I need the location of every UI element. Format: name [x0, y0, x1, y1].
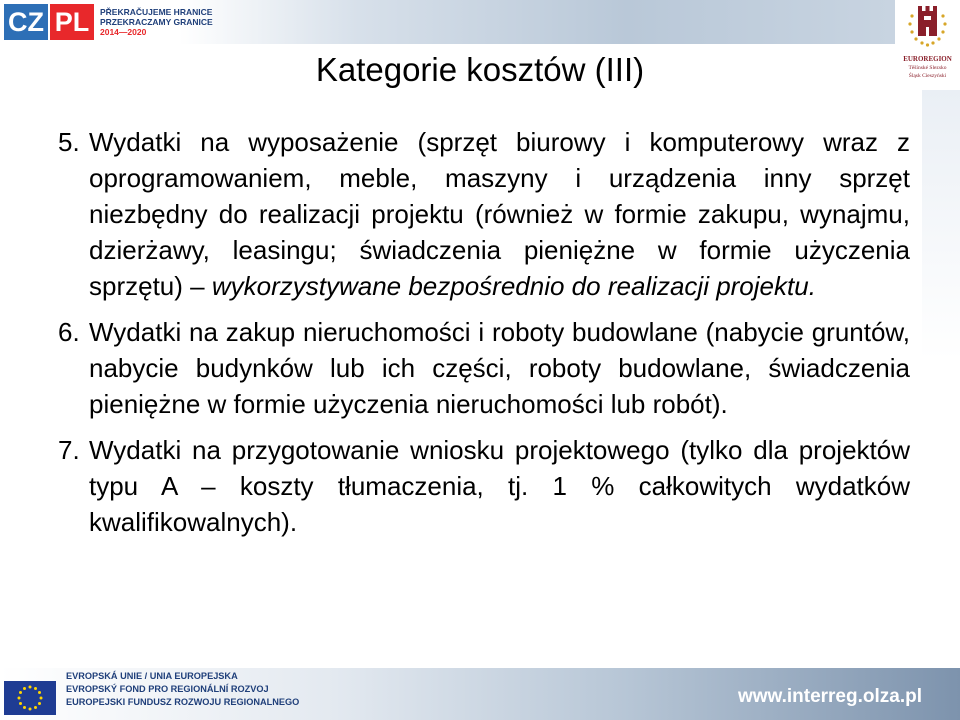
euroregion-sub-pl: Śląsk Cieszyński [908, 73, 947, 79]
logo-tagline [100, 7, 213, 37]
euroregion-name: EUROREGION [903, 55, 952, 63]
item-number: 5. [58, 127, 80, 157]
logo-pl-badge: PL [50, 4, 94, 40]
eu-funding-text [66, 670, 299, 709]
cost-category-list [58, 124, 910, 550]
top-banner [0, 0, 895, 44]
eu-line-fund-cz: EVROPSKÝ FOND PRO REGIONÁLNÍ ROZVOJ [66, 684, 269, 694]
list-item [58, 314, 910, 422]
item-text-italic: wykorzystywane bezpośrednio do realizacji projektu. [211, 271, 816, 301]
eu-line-fund-pl: EUROPEJSKI FUNDUSZ ROZWOJU REGIONALNEGO [66, 697, 300, 707]
website-link[interactable]: www.interreg.olza.pl [737, 686, 922, 707]
list-item [58, 432, 910, 540]
eu-stars-icon [4, 681, 56, 715]
item-text: Wydatki na zakup nieruchomości i roboty budowlane (nabycie gruntów, nabycie budynków lub ich części, roboty budowlane, świadczenia pieniężne w formie użyczenia nieruchomości lub robót). [89, 317, 910, 419]
interreg-logo [4, 4, 213, 40]
logo-cz-badge: CZ [4, 4, 48, 40]
logo-years: 2014—2020 [100, 27, 147, 37]
eu-flag [4, 681, 56, 715]
decorative-side-strip [922, 90, 960, 630]
logo-line-pl: PRZEKRACZAMY GRANICE [100, 17, 213, 27]
item-number: 6. [58, 317, 80, 347]
list-item [58, 124, 910, 304]
euroregion-sub-cz: Těšínské Slezsko [908, 65, 947, 71]
slide-title: Kategorie kosztów (III) [315, 51, 645, 88]
item-number: 7. [58, 435, 80, 465]
eu-line-union: EVROPSKÁ UNIE / UNIA EUROPEJSKA [66, 671, 238, 681]
item-text: Wydatki na przygotowanie wniosku projektowego (tylko dla projektów typu A – koszty tłumaczenia, tj. 1 % całkowitych wydatków kwalifikowalnych). [89, 435, 910, 537]
item-text [89, 124, 910, 304]
item-text-regular: Wydatki na wyposażenie (sprzęt biurowy i komputerowy wraz z oprogramowaniem, meble, maszyny i urządzenia inny sprzęt niezbędny do realizacji projektu (również w formie zakupu, wynajmu, dzierżawy, leasingu; świadczenia pieniężne w formie użyczenia sprzętu) – [89, 127, 910, 301]
logo-line-cz: PŘEKRAČUJEME HRANICE [100, 7, 213, 17]
